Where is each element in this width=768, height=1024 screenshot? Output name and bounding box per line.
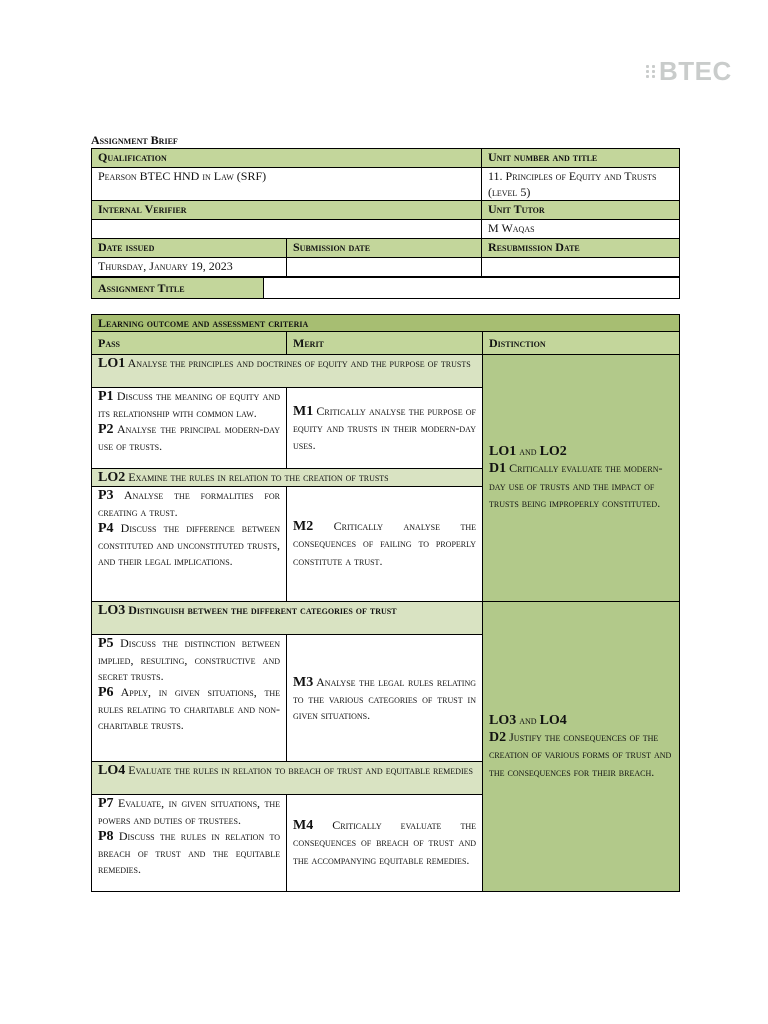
d2-code: D2 (489, 729, 507, 745)
lo4-text: Evaluate the rules in relation to breach of trust and equitable remedies (125, 763, 473, 777)
p4-code: P4 (98, 521, 114, 536)
resubmission-date-label: Resubmission Date (482, 239, 680, 258)
p5-code: P5 (98, 636, 114, 651)
p6-code: P6 (98, 685, 114, 700)
distinction-column-header: Distinction (483, 332, 680, 355)
p5-criterion (98, 635, 280, 684)
lo2-row (92, 469, 483, 487)
unit-tutor-value: M Waqas (482, 220, 680, 239)
criteria-heading: Learning outcome and assessment criteria (92, 315, 680, 332)
p1-criterion (98, 388, 280, 421)
m4-cell (287, 795, 483, 892)
unit-label: Unit number and title (482, 149, 680, 168)
d1-text: Critically evaluate the modern-day use of trusts and the impact of trusts being improperly constituted. (489, 461, 663, 511)
assignment-brief-label: Assignment Brief (91, 133, 178, 147)
m1-code: M1 (293, 403, 314, 419)
p5-p6-cell (92, 635, 287, 762)
p1-code: P1 (98, 389, 114, 404)
lo3-row (92, 602, 483, 635)
d2-lo-a: LO3 (489, 712, 517, 728)
unit-value: 11. Principles of Equity and Trusts (level 5) (482, 168, 680, 201)
m3-code: M3 (293, 674, 314, 690)
d2-cell (483, 602, 680, 892)
p7-p8-cell (92, 795, 287, 892)
p2-code: P2 (98, 422, 114, 437)
p3-text: Analyse the formalities for creating a trust. (98, 488, 280, 519)
m1-text: Critically analyse the purpose of equity and trusts in their modern-day uses. (293, 403, 476, 452)
d2-lo-b: LO4 (539, 712, 567, 728)
submission-date-label: Submission date (287, 239, 482, 258)
p4-text: Discuss the difference between constituted and unconstituted trusts, and their legal implications. (98, 521, 280, 568)
date-issued-label: Date issued (92, 239, 287, 258)
d1-and: and (516, 444, 540, 459)
p1-p2-cell (92, 388, 287, 469)
assignment-title-value (264, 278, 680, 299)
p3-code: P3 (98, 488, 114, 503)
m2-cell (287, 487, 483, 602)
learning-outcomes-table (91, 314, 680, 892)
lo4-row (92, 762, 483, 795)
p2-criterion (98, 421, 280, 454)
p6-text: Apply, in given situations, the rules relating to charitable and non-charitable trusts. (98, 685, 280, 732)
p2-text: Analyse the principal modern-day use of trusts. (98, 422, 280, 453)
d2-text: Justify the consequences of the creation of various forms of trust and the consequences for their breach. (489, 729, 672, 779)
date-issued-value: Thursday, January 19, 2023 (92, 258, 287, 277)
assignment-info-table (91, 148, 680, 277)
lo1-code: LO1 (98, 356, 126, 371)
p5-text: Discuss the distinction between implied, resulting, constructive and secret trusts. (98, 636, 280, 683)
qualification-label: Qualification (92, 149, 482, 168)
assignment-title-label: Assignment Title (92, 278, 264, 299)
p8-criterion (98, 828, 280, 877)
m2-text: Critically analyse the consequences of failing to properly constitute a trust. (293, 518, 476, 568)
lo1-text: Analyse the principles and doctrines of equity and the purpose of trusts (125, 356, 471, 370)
qualification-value: Pearson BTEC HND in Law (SRF) (92, 168, 482, 201)
assignment-title-table (91, 277, 680, 299)
d1-lo-b: LO2 (539, 444, 567, 460)
submission-date-value (287, 258, 482, 277)
p7-criterion (98, 795, 280, 828)
p7-code: P7 (98, 796, 114, 811)
m1-cell (287, 388, 483, 469)
pass-column-header: Pass (92, 332, 287, 355)
internal-verifier-value (92, 220, 482, 239)
p8-text: Discuss the rules in relation to breach of trust and the equitable remedies. (98, 829, 280, 876)
lo4-code: LO4 (98, 763, 126, 778)
lo2-text: Examine the rules in relation to the creation of trusts (125, 470, 389, 484)
p8-code: P8 (98, 829, 114, 844)
logo-dots-icon (646, 65, 656, 78)
lo2-code: LO2 (98, 470, 126, 485)
p3-criterion (98, 487, 280, 520)
unit-tutor-label: Unit Tutor (482, 201, 680, 220)
p4-criterion (98, 520, 280, 569)
m4-text: Critically evaluate the consequences of breach of trust and the accompanying equitable remedies. (293, 817, 476, 867)
m4-code: M4 (293, 817, 314, 833)
merit-column-header: Merit (287, 332, 483, 355)
lo1-row (92, 355, 483, 388)
p7-text: Evaluate, in given situations, the powers and duties of trustees. (98, 796, 280, 827)
p6-criterion (98, 684, 280, 733)
resubmission-date-value (482, 258, 680, 277)
d1-code: D1 (489, 461, 507, 477)
d1-lo-a: LO1 (489, 444, 517, 460)
lo3-text: Distinguish between the different categories of trust (125, 603, 397, 617)
d1-cell (483, 355, 680, 602)
m3-cell (287, 635, 483, 762)
d2-and: and (516, 712, 540, 727)
logo-text: BTEC (659, 55, 732, 86)
internal-verifier-label: Internal Verifier (92, 201, 482, 220)
m2-code: M2 (293, 518, 314, 534)
lo3-code: LO3 (98, 603, 126, 618)
p1-text: Discuss the meaning of equity and its relationship with common law. (98, 389, 280, 420)
m3-text: Analyse the legal rules relating to the various categories of trust in given situations. (293, 674, 476, 722)
btec-logo (646, 54, 732, 88)
p3-p4-cell (92, 487, 287, 602)
